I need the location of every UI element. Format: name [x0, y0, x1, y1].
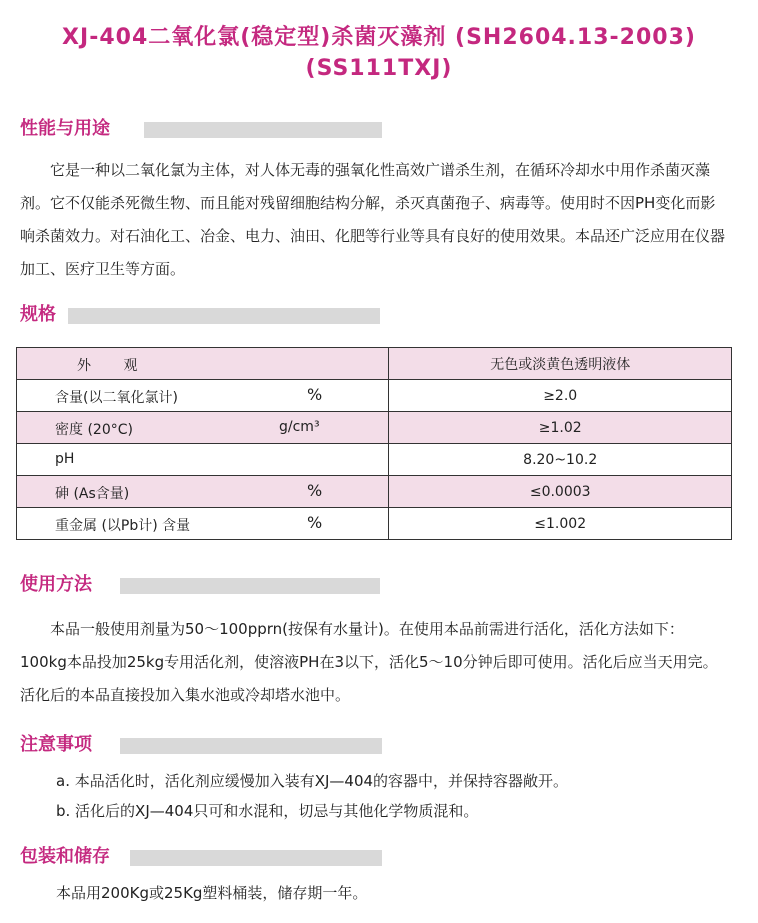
table-row: [17, 476, 732, 508]
section-notes-header: [20, 734, 382, 756]
heading-bar: [120, 578, 380, 594]
section-notes-heading: 注意事项: [20, 734, 92, 755]
section-usage-heading: 使用方法: [20, 574, 92, 595]
spec-unit: g/cm³: [279, 419, 320, 435]
document-title-line1: XJ-404二氧化氯(稳定型)杀菌灭藻剂 (SH2604.13-2003): [62, 25, 696, 50]
spec-value: ≥1.02: [389, 412, 732, 444]
usage-paragraph: 本品一般使用剂量为50～100pprn(按保有水量计)。在使用本品前需进行活化，活化方法如下：100kg本品投加25kg专用活化剂，使溶液PH在3以下，活化5～10分钟后即可使用。活化后应当天用完。活化后的本品直接投加入集水池或冷却塔水池中。: [20, 620, 718, 704]
spec-unit: %: [307, 385, 323, 404]
spec-unit: %: [307, 513, 323, 532]
section-usage-header: [20, 574, 380, 596]
spec-item: 重金属 (以Pb计) 含量: [55, 518, 191, 534]
section-packaging-heading: 包装和储存: [20, 846, 110, 867]
spec-item: 外 观: [77, 358, 152, 374]
spec-item: 砷 (As含量): [55, 486, 130, 502]
spec-value: ≤1.002: [389, 508, 732, 540]
spec-value: 8.20~10.2: [389, 444, 732, 476]
spec-table: [16, 347, 732, 540]
note-item-a: a. 本品活化时，活化剂应缓慢加入装有XJ—404的容器中，并保持容器敞开。: [56, 772, 569, 790]
section-spec-heading: 规格: [20, 304, 56, 325]
spec-item: 密度 (20°C): [55, 422, 133, 438]
spec-value: ≥2.0: [389, 380, 732, 412]
table-row: [17, 412, 732, 444]
performance-paragraph: 它是一种以二氧化氯为主体，对人体无毒的强氧化性高效广谱杀生剂，在循环冷却水中用作杀菌灭藻剂。它不仅能杀死微生物、而且能对残留细胞结构分解，杀灭真菌孢子、病毒等。使用时不因PH变化而影响杀菌效力。对石油化工、冶金、电力、油田、化肥等行业等具有良好的使用效果。本品还广泛应用在仪器加工、医疗卫生等方面。: [20, 161, 726, 278]
heading-bar: [144, 122, 382, 138]
table-row: [17, 380, 732, 412]
section-performance-heading: 性能与用途: [20, 118, 110, 139]
spec-value: 无色或淡黄色透明液体: [389, 348, 732, 380]
table-row: [17, 348, 732, 380]
heading-bar: [130, 850, 382, 866]
table-row: [17, 508, 732, 540]
section-performance-header: [20, 118, 382, 140]
document-title-line2: (SS111TXJ): [305, 56, 453, 81]
spec-item: 含量(以二氧化氯计): [55, 390, 178, 406]
spec-unit: %: [307, 481, 323, 500]
packaging-text: 本品用200Kg或25Kg塑料桶装，储存期一年。: [56, 884, 368, 902]
section-packaging-header: [20, 846, 382, 868]
table-row: [17, 444, 732, 476]
heading-bar: [120, 738, 382, 754]
spec-value: ≤0.0003: [389, 476, 732, 508]
heading-bar: [68, 308, 380, 324]
section-spec-header: [20, 304, 380, 326]
spec-item: pH: [55, 451, 75, 467]
note-item-b: b. 活化后的XJ—404只可和水混和，切忌与其他化学物质混和。: [56, 802, 479, 820]
